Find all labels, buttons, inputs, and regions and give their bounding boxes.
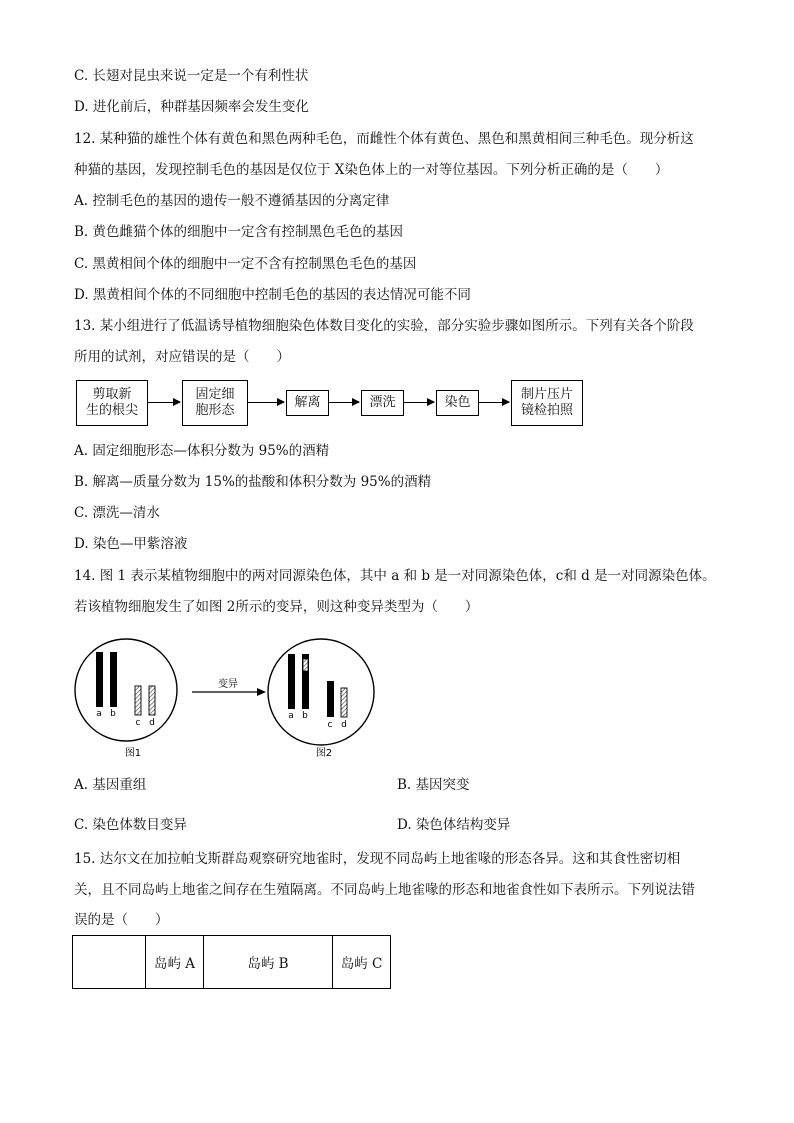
flow-arrow <box>248 402 284 403</box>
question-12-stem-line1: 12. 某种猫的雄性个体有黄色和黑色两种毛色，而雌性个体有黄色、黑色和黑黄相间三种毛色。现分析这 <box>74 131 694 147</box>
table-header-cell: 岛屿 C <box>333 936 391 989</box>
label-d-fig1: d <box>149 718 155 728</box>
chromosome-b-fig1 <box>110 652 117 707</box>
chromosome-c-fig1 <box>135 686 141 715</box>
chromosome-d-fig2 <box>341 688 347 717</box>
island-finch-table <box>72 935 391 989</box>
flow-step-1-line1: 剪取新 <box>92 387 132 402</box>
flow-step-3-label: 解离 <box>294 395 321 410</box>
option-a-q12: A. 控制毛色的基因的遗传一般不遵循基因的分离定律 <box>74 193 390 209</box>
table-header-row <box>73 936 391 989</box>
flow-arrow <box>148 402 180 403</box>
flow-step-stain <box>436 390 479 416</box>
cell-outline-fig1 <box>75 639 177 741</box>
label-c-fig2: c <box>327 720 333 730</box>
label-a-fig2: a <box>288 711 294 721</box>
label-b-fig2: b <box>302 711 308 721</box>
cell-outline-fig2 <box>268 639 374 745</box>
flow-step-2-line2: 胞形态 <box>195 403 235 418</box>
label-c-fig1: c <box>135 718 141 728</box>
flow-step-fix-cells <box>182 380 248 426</box>
question-14-stem-line1: 14. 图 1 表示某植物细胞中的两对同源染色体，其中 a 和 b 是一对同源染色体，c和 d 是一对同源染色体。 <box>74 568 716 584</box>
flow-step-6-line1: 制片压片 <box>520 387 573 402</box>
chromosome-c-fig2 <box>327 681 334 717</box>
flow-arrow <box>479 402 509 403</box>
fig2-caption: 图2 <box>315 748 333 759</box>
table-header-cell <box>73 936 146 989</box>
flow-step-6-line2: 镜检拍照 <box>520 403 573 418</box>
option-d-q11: D. 进化前后，种群基因频率会发生变化 <box>74 99 309 115</box>
option-d-q14: D. 染色体结构变异 <box>397 817 511 833</box>
flow-step-2-line1: 固定细 <box>195 387 235 402</box>
option-b-q14: B. 基因突变 <box>397 777 470 793</box>
option-b-q12: B. 黄色雌猫个体的细胞中一定含有控制黑色毛色的基因 <box>74 224 404 240</box>
question-15-stem-line1: 15. 达尔文在加拉帕戈斯群岛观察研究地雀时，发现不同岛屿上地雀喙的形态各异。这和其食性密切相 <box>74 851 681 867</box>
chromosome-d-fig1 <box>149 686 155 715</box>
question-15-stem-line2: 关，且不同岛屿上地雀之间存在生殖隔离。不同岛屿上地雀喙的形态和地雀食性如下表所示。下列说法错 <box>74 882 695 898</box>
option-c-q13: C. 漂洗—清水 <box>74 505 160 521</box>
option-b-q13: B. 解离—质量分数为 15%的盐酸和体积分数为 95%的酒精 <box>74 474 432 490</box>
table-header-cell: 岛屿 A <box>146 936 204 989</box>
label-a-fig1: a <box>96 709 102 719</box>
flow-step-5-label: 染色 <box>444 395 471 410</box>
flow-step-dissociation <box>286 390 329 416</box>
option-c-q14: C. 染色体数目变异 <box>74 817 187 833</box>
table-header-cell: 岛屿 B <box>204 936 333 989</box>
variation-arrow-head <box>257 688 266 696</box>
variation-arrow-label: 变异 <box>218 679 238 690</box>
flow-step-cut-root-tip <box>76 380 148 426</box>
fig1-caption: 图1 <box>124 748 142 759</box>
flow-step-1-line2: 生的根尖 <box>85 403 138 418</box>
option-a-q14: A. 基因重组 <box>74 777 147 793</box>
flow-step-rinse <box>361 390 404 416</box>
question-14-stem-line2: 若该植物细胞发生了如图 2所示的变异，则这种变异类型为（ ） <box>74 599 479 615</box>
option-a-q13: A. 固定细胞形态—体积分数为 95%的酒精 <box>74 443 330 459</box>
question-13-stem-line2: 所用的试剂，对应错误的是（ ） <box>74 349 290 365</box>
flow-arrow <box>404 402 434 403</box>
option-c-q11: C. 长翅对昆虫来说一定是一个有利性状 <box>74 68 309 84</box>
option-d-q13: D. 染色—甲紫溶液 <box>74 536 188 552</box>
chromosome-variation-figure <box>68 630 388 762</box>
option-c-q12: C. 黑黄相间个体的细胞中一定不含有控制黑色毛色的基因 <box>74 256 417 272</box>
label-b-fig1: b <box>110 709 116 719</box>
flow-step-4-label: 漂洗 <box>369 395 396 410</box>
option-d-q12: D. 黑黄相间个体的不同细胞中控制毛色的基因的表达情况可能不同 <box>74 287 471 303</box>
translocated-segment <box>303 659 308 671</box>
question-13-stem-line1: 13. 某小组进行了低温诱导植物细胞染色体数目变化的实验，部分实验步骤如图所示。下列有关各个阶段 <box>74 318 694 334</box>
chromosome-a-fig2 <box>288 654 295 709</box>
chromosome-a-fig1 <box>96 652 103 707</box>
question-15-stem-line3: 误的是（ ） <box>74 912 169 928</box>
flow-arrow <box>329 402 359 403</box>
flow-step-slide-observe <box>511 380 583 426</box>
question-12-stem-line2: 种猫的基因，发现控制毛色的基因是仅位于 X染色体上的一对等位基因。下列分析正确的是（ ） <box>74 162 669 178</box>
label-d-fig2: d <box>341 720 347 730</box>
